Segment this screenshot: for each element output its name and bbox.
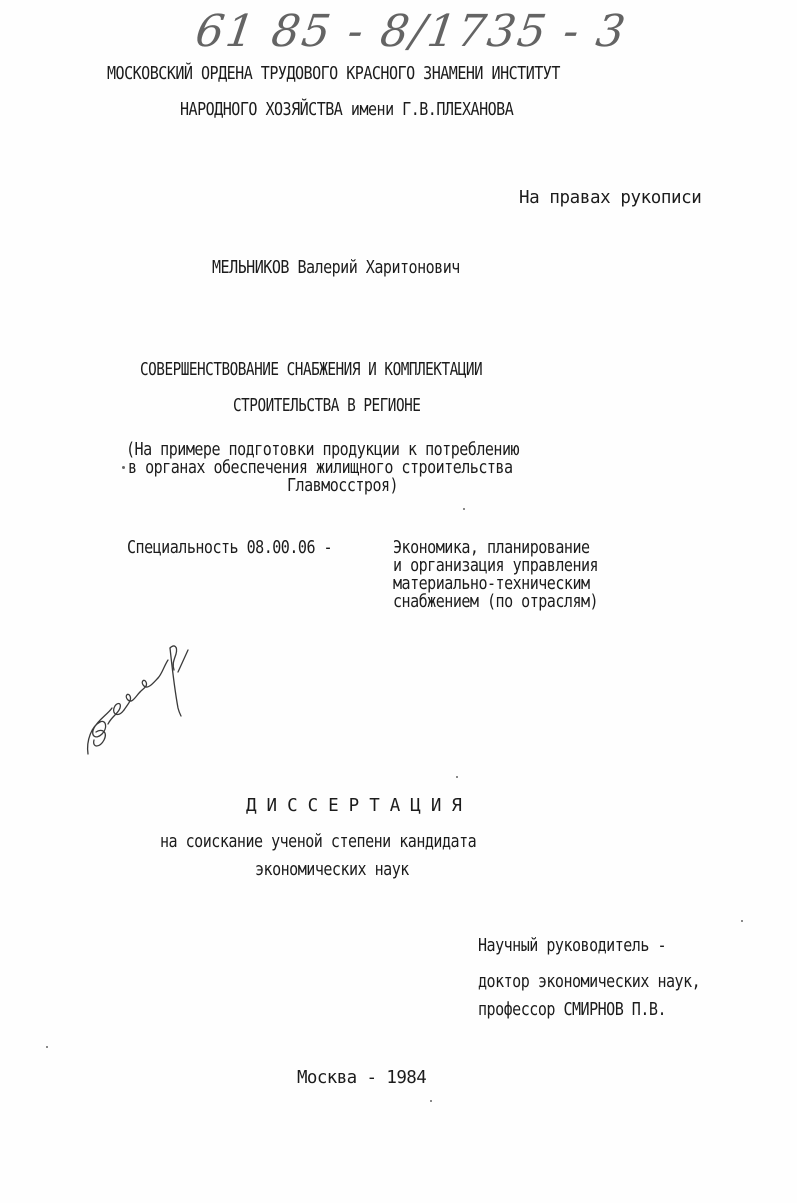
supervisor-line-1: доктор экономических наук, bbox=[478, 972, 701, 992]
supervisor-line-2: профессор СМИРНОВ П.В. bbox=[478, 1000, 666, 1020]
scan-speck bbox=[741, 920, 743, 922]
specialty-line-4: снабжением (по отраслям) bbox=[393, 592, 599, 612]
subtitle-line-3: Главмосстроя) bbox=[287, 476, 399, 496]
thesis-title-line-2: СТРОИТЕЛЬСТВА В РЕГИОНЕ bbox=[233, 396, 421, 416]
signature-graphic bbox=[78, 636, 198, 766]
city-year: Москва - 1984 bbox=[297, 1068, 427, 1088]
author-name: МЕЛЬНИКОВ Валерий Харитонович bbox=[212, 258, 460, 278]
scan-speck bbox=[46, 1046, 48, 1048]
scan-speck bbox=[456, 776, 458, 778]
thesis-title-line-1: СОВЕРШЕНСТВОВАНИЕ СНАБЖЕНИЯ И КОМПЛЕКТАЦИИ bbox=[140, 360, 483, 380]
scan-speck bbox=[463, 508, 465, 510]
dissertation-line-1: на соискание ученой степени кандидата bbox=[160, 832, 477, 852]
dissertation-line-2: экономических наук bbox=[255, 860, 409, 880]
scan-speck bbox=[122, 466, 125, 469]
scan-speck bbox=[430, 1100, 432, 1102]
archive-number: 61 85 - 8/1735 - 3 bbox=[192, 6, 631, 57]
institute-line-1: МОСКОВСКИЙ ОРДЕНА ТРУДОВОГО КРАСНОГО ЗНАМЕНИ ИНСТИТУТ bbox=[107, 64, 560, 84]
specialty-line-3: материально-техническим bbox=[393, 574, 590, 594]
institute-line-2: НАРОДНОГО ХОЗЯЙСТВА имени Г.В.ПЛЕХАНОВА bbox=[180, 100, 514, 120]
specialty-label: Специальность 08.00.06 - bbox=[127, 538, 333, 558]
supervisor-label: Научный руководитель - bbox=[478, 936, 666, 956]
specialty-line-2: и организация управления bbox=[393, 556, 599, 576]
dissertation-heading: ДИССЕРТАЦИЯ bbox=[246, 796, 472, 816]
subtitle-line-1: (На примере подготовки продукции к потреблению bbox=[126, 440, 520, 460]
specialty-line-1: Экономика, планирование bbox=[393, 538, 590, 558]
subtitle-line-2: в органах обеспечения жилищного строительства bbox=[128, 458, 513, 478]
manuscript-rights: На правах рукописи bbox=[519, 188, 702, 208]
